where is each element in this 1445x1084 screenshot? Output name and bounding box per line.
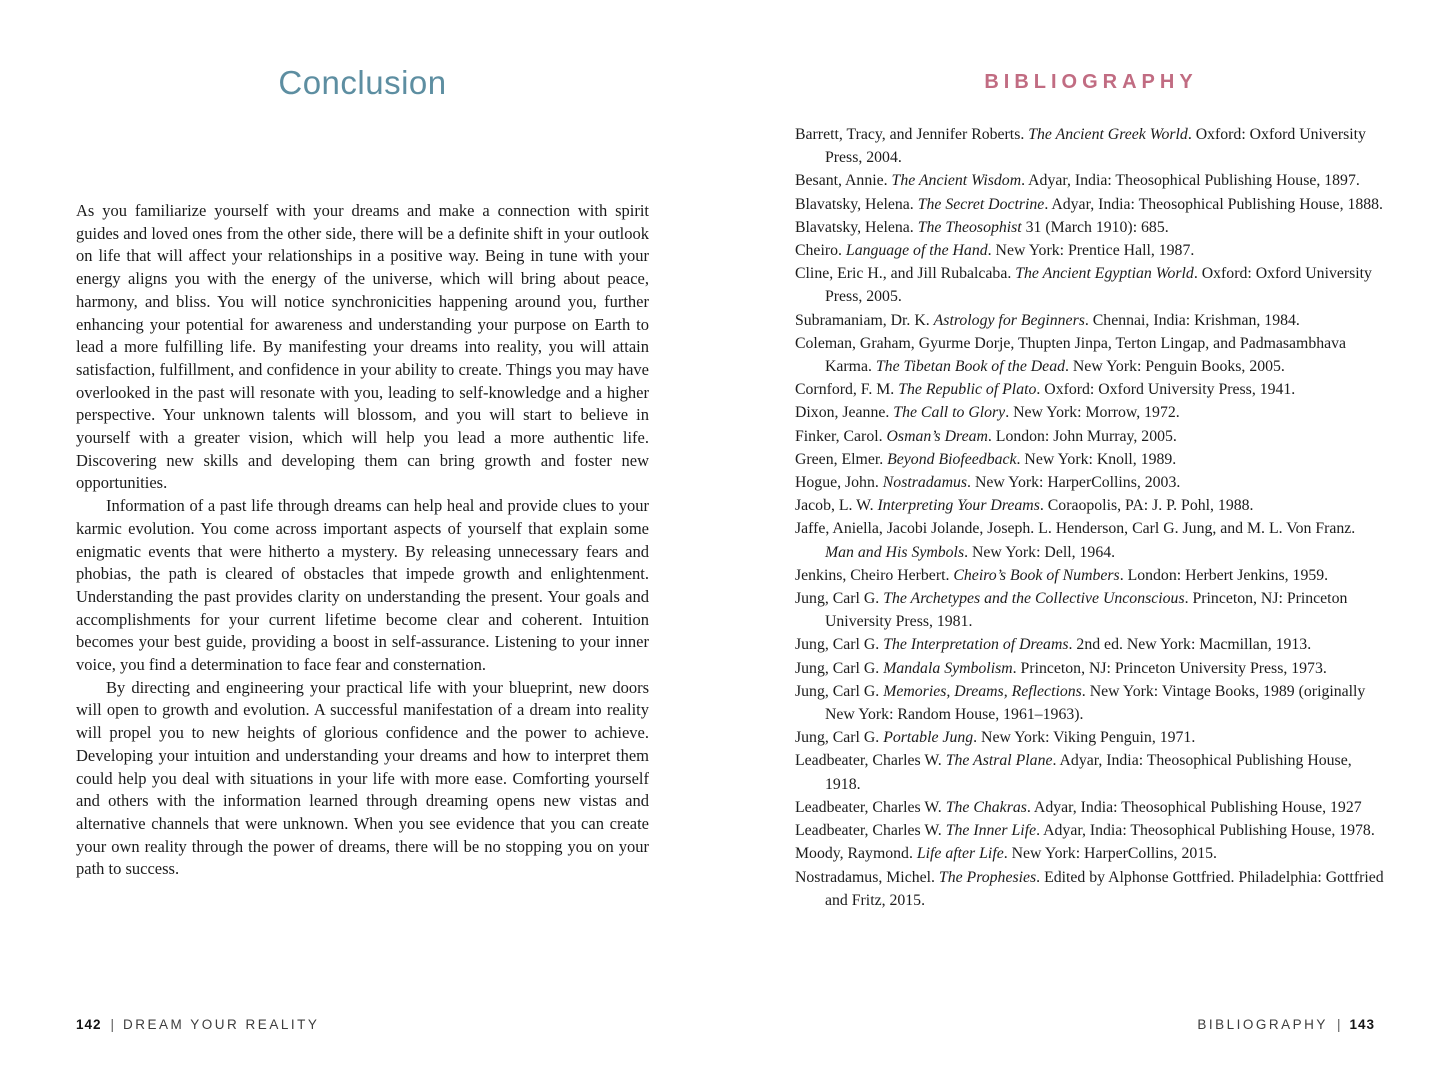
footer-right xyxy=(1197,1017,1375,1032)
work-title: The Tibetan Book of the Dead xyxy=(875,358,1065,376)
bibliography-entry: Jung, Carl G. Memories, Dreams, Reflections. New York: Vintage Books, 1989 (originally New York: Random House, 1961–1963). xyxy=(795,682,1366,724)
bibliography-entry: Jenkins, Cheiro Herbert. Cheiro’s Book of Numbers. London: Herbert Jenkins, 1959. xyxy=(795,566,1329,584)
page-left xyxy=(76,0,649,1084)
page-number-right: 143 xyxy=(1349,1017,1375,1032)
paragraph: By directing and engineering your practical life with your blueprint, new doors will open to growth and evolution. A successful manifestation of a dream into reality will propel you to new heights of glorious confidence and the power to achieve. Developing your intuition and understanding your dreams and how to interpret them could help you deal with situations in your life with more ease. Comforting yourself and others with the information learned through dreaming opens new vistas and alternative channels that were unknown. When you see evidence that you can create your own reality through the power of dreams, there will be no stopping you on your path to success. xyxy=(76,677,649,879)
work-title: Life after Life xyxy=(916,845,1004,863)
bibliography-list xyxy=(795,123,1387,912)
work-title: Osman’s Dream xyxy=(886,427,988,445)
running-head-book-title: DREAM YOUR REALITY xyxy=(123,1017,320,1032)
work-title: The Theosophist xyxy=(917,218,1022,236)
work-title: Portable Jung xyxy=(883,729,974,747)
work-title: Beyond Biofeedback xyxy=(887,450,1017,468)
work-title: Astrology for Beginners xyxy=(933,311,1085,329)
footer-divider-right: | xyxy=(1336,1017,1341,1032)
work-title: Nostradamus xyxy=(882,474,968,492)
bibliography-entry: Jung, Carl G. The Interpretation of Dreams. 2nd ed. New York: Macmillan, 1913. xyxy=(795,636,1312,654)
paragraph: As you familiarize yourself with your dreams and make a connection with spirit guides and loved ones from the other side, there will be a definite shift in your outlook on life that will affect your relationships in a positive way. Being in tune with your energy aligns you with the energy of the universe, which will bring about peace, harmony, and bliss. You will notice synchronicities happening around you, further enhancing your potential for awareness and understanding your purpose on Earth to lead a more fulfilling life. By manifesting your dreams into reality, you will attain satisfaction, fulfillment, and confidence in your ability to create. Things you may have overlooked in the past will resonate with you, leading to self-knowledge and a higher perspective. Your unknown talents will blossom, and you will start to believe in yourself with a greater vision, which will help you lead a more authentic life. Discovering new skills and developing them can bring growth and foster new opportunities. xyxy=(76,201,649,493)
work-title: The Call to Glory xyxy=(893,404,1006,422)
work-title: The Republic of Plato xyxy=(898,381,1037,399)
work-title: The Prophesies xyxy=(938,868,1037,886)
work-title: The Archetypes and the Collective Unconscious xyxy=(883,590,1185,608)
work-title: Cheiro’s Book of Numbers xyxy=(953,566,1120,584)
work-title: The Ancient Egyptian World xyxy=(1015,265,1194,283)
bibliography-entry: Jung, Carl G. Portable Jung. New York: Viking Penguin, 1971. xyxy=(795,729,1196,747)
bibliography-entry: Nostradamus, Michel. The Prophesies. Edited by Alphonse Gottfried. Philadelphia: Gottfried and Fritz, 2015. xyxy=(795,868,1384,909)
conclusion-body-text xyxy=(76,200,649,881)
bibliography-entry: Hogue, John. Nostradamus. New York: HarperCollins, 2003. xyxy=(795,474,1181,492)
work-title: The Chakras xyxy=(945,798,1027,816)
bibliography-entry: Moody, Raymond. Life after Life. New York: HarperCollins, 2015. xyxy=(795,845,1217,863)
bibliography-entry: Cornford, F. M. The Republic of Plato. Oxford: Oxford University Press, 1941. xyxy=(795,381,1296,399)
paragraph: Information of a past life through dreams can help heal and provide clues to your karmic evolution. You come across important aspects of yourself that explain some enigmatic events that were hitherto a mystery. By releasing unnecessary fears and phobias, the path is cleared of obstacles that impede growth and enlightenment. Understanding the past provides clarity on understanding the present. Your goals and accomplishments for your current lifetime become clear and coherent. Intuition becomes your best guide, providing a boost in self-assurance. Listening to your inner voice, you find a determination to face fear and consternation. xyxy=(76,496,649,675)
bibliography-entry: Finker, Carol. Osman’s Dream. London: John Murray, 2005. xyxy=(795,427,1177,445)
bibliography-entry: Jacob, L. W. Interpreting Your Dreams. Coraopolis, PA: J. P. Pohl, 1988. xyxy=(795,497,1254,515)
work-title: The Interpretation of Dreams xyxy=(883,636,1069,654)
bibliography-entry: Leadbeater, Charles W. The Astral Plane. Adyar, India: Theosophical Publishing House, 1918. xyxy=(795,752,1352,793)
bibliography-entry: Cline, Eric H., and Jill Rubalcaba. The Ancient Egyptian World. Oxford: Oxford University Press, 2005. xyxy=(795,265,1372,306)
bibliography-entry: Jung, Carl G. Mandala Symbolism. Princeton, NJ: Princeton University Press, 1973. xyxy=(795,659,1327,677)
work-title: Memories, Dreams, Reflections xyxy=(883,682,1082,700)
bibliography-entry: Leadbeater, Charles W. The Inner Life. Adyar, India: Theosophical Publishing House, 1978. xyxy=(795,822,1375,840)
bibliography-entry: Leadbeater, Charles W. The Chakras. Adyar, India: Theosophical Publishing House, 1927 xyxy=(795,798,1362,816)
bibliography-entry: Besant, Annie. The Ancient Wisdom. Adyar, India: Theosophical Publishing House, 1897. xyxy=(795,172,1360,190)
work-title: Man and His Symbols xyxy=(825,543,965,561)
work-title: Mandala Symbolism xyxy=(883,659,1013,677)
work-title: The Ancient Wisdom xyxy=(891,172,1022,190)
bibliography-entry: Blavatsky, Helena. The Secret Doctrine. Adyar, India: Theosophical Publishing House, 1888. xyxy=(795,195,1384,213)
bibliography-entry: Jung, Carl G. The Archetypes and the Collective Unconscious. Princeton, NJ: Princeton University Press, 1981. xyxy=(795,590,1348,631)
work-title: The Ancient Greek World xyxy=(1028,126,1188,143)
bibliography-entry: Barrett, Tracy, and Jennifer Roberts. The Ancient Greek World. Oxford: Oxford University Press, 2004. xyxy=(795,126,1366,167)
page-right xyxy=(795,0,1387,1084)
work-title: Interpreting Your Dreams xyxy=(877,497,1040,515)
bibliography-entry: Subramaniam, Dr. K. Astrology for Beginners. Chennai, India: Krishman, 1984. xyxy=(795,311,1300,329)
work-title: Language of the Hand xyxy=(845,242,988,260)
work-title: The Inner Life xyxy=(945,822,1037,840)
chapter-title: Conclusion xyxy=(278,64,447,101)
footer-divider-left: | xyxy=(110,1017,115,1032)
running-head-section-title: BIBLIOGRAPHY xyxy=(1197,1017,1328,1032)
bibliography-entry: Coleman, Graham, Gyurme Dorje, Thupten Jinpa, Terton Lingap, and Padmasambhava Karma. The Tibetan Book of the Dead. New York: Penguin Books, 2005. xyxy=(795,334,1347,376)
work-title: The Secret Doctrine xyxy=(917,195,1045,213)
bibliography-entry: Green, Elmer. Beyond Biofeedback. New York: Knoll, 1989. xyxy=(795,450,1177,468)
footer-left xyxy=(76,1017,319,1032)
bibliography-entry: Blavatsky, Helena. The Theosophist 31 (March 1910): 685. xyxy=(795,218,1169,236)
bibliography-entry: Dixon, Jeanne. The Call to Glory. New York: Morrow, 1972. xyxy=(795,404,1180,422)
bibliography-heading: BIBLIOGRAPHY xyxy=(984,71,1198,93)
bibliography-entry: Jaffe, Aniella, Jacobi Jolande, Joseph. L. Henderson, Carl G. Jung, and M. L. Von Franz. Man and His Symbols. New York: Dell, 1964. xyxy=(795,520,1356,561)
bibliography-entry: Cheiro. Language of the Hand. New York: Prentice Hall, 1987. xyxy=(795,242,1195,260)
page-number-left: 142 xyxy=(76,1017,102,1032)
work-title: The Astral Plane xyxy=(945,752,1053,770)
